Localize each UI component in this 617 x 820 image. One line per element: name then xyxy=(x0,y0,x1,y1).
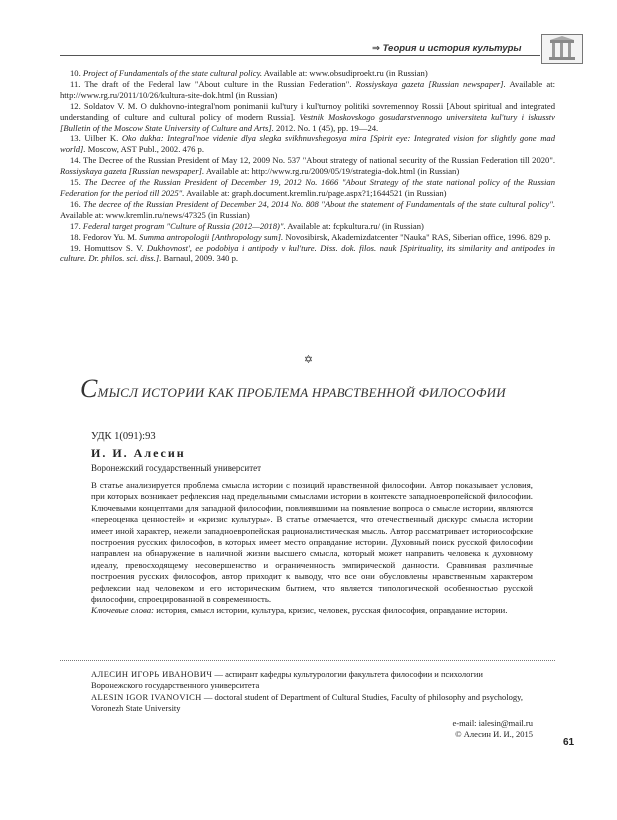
header-rule xyxy=(60,55,540,56)
author-bio-en: ALESIN IGOR IVANOVICH — doctoral student of Department of Cultural Studies, Faculty of philosophy and psychology, Voronezh State University xyxy=(91,692,523,713)
title-initial: С xyxy=(80,374,98,403)
author-contact xyxy=(452,718,533,739)
author-email: e-mail: ialesin@mail.ru xyxy=(452,718,533,728)
arrow-icon: ⇒ xyxy=(372,43,380,54)
author-bio-ru: АЛЕСИН ИГОРЬ ИВАНОВИЧ — аспирант кафедры культурологии факультета философии и психологии Воронежского государственного университета xyxy=(91,669,483,690)
page-number: 61 xyxy=(563,737,575,748)
abstract xyxy=(91,480,533,617)
reference-item: 12. Soldatov V. M. O dukhovno-integral'nom ponimanii kul'tury i kul'turnoy politiki sovremennoy Rossii [About spiritual and integrated understanding of culture and cultural policy of modern Russia]. Vestnik Moskovskogo gosudarstvennogo universiteta kul'tury i iskusstv [Bulletin of the Moscow State University of Culture and Arts]. 2012. No. 1 (45), pp. 19—24. xyxy=(60,100,556,133)
keywords xyxy=(91,605,533,616)
section-divider-star-icon: ✡ xyxy=(303,354,314,366)
reference-item: 19. Homuttsov S. V. Dukhovnost', ee podobiya i antipody v kul'ture. Diss. dok. filos. nauk [Spirituality, its similarity and antipodes in culture. Dr. philos. sci. diss.]. Barnaul, 2009. 340 p. xyxy=(60,242,555,264)
keywords-text: история, смысл истории, культура, кризис, человек, русская философия, оправдание истории. xyxy=(154,605,508,616)
reference-item: 10. Project of Fundamentals of the state cultural policy. Available at: www.obsudiproekt.ru (in Russian) xyxy=(70,68,428,78)
section-title xyxy=(372,43,522,54)
copyright: © Алесин И. И., 2015 xyxy=(455,728,533,739)
reference-list xyxy=(60,68,555,264)
author-name: И. И. Алесин xyxy=(91,446,186,460)
article-title xyxy=(80,374,506,404)
reference-item: 14. The Decree of the Russian President of May 12, 2009 No. 537 "About strategy of national security of the Russian Federation till 2020". Rossiyskaya gazeta [Russian newspaper]. Available at: http://www.rg.ru/2009/05/19/strategia-dok.html (in Russian) xyxy=(60,155,555,177)
reference-item: 15. The Decree of the Russian President of December 19, 2012 No. 1666 "About Strategy of the state national policy of the Russian Federation for the period till 2025". Available at: graph.document.kremlin.ru/page.aspx?1;1644521 (in Russian) xyxy=(60,177,555,198)
reference-item: 11. The draft of the Federal law "About culture in the Russian Federation". Rossiyskaya gazeta [Russian newspaper]. Available at: http://www.rg.ru/2011/10/26/kultura-site-dok.html (in Russian) xyxy=(60,78,555,100)
reference-item: 18. Fedorov Yu. M. Summa antropologii [Anthropology sum]. Novosibirsk, Akademizdatcenter "Nauka" RAS, Siberian office, 1996. 829 p. xyxy=(70,231,551,242)
section-label: Теория и история культуры xyxy=(382,43,522,54)
footnote-divider xyxy=(60,660,555,661)
keywords-label: Ключевые слова: xyxy=(91,605,155,616)
author-affiliation: Воронежский государственный университет xyxy=(91,463,262,473)
title-text: МЫСЛ ИСТОРИИ КАК ПРОБЛЕМА НРАВСТВЕННОЙ ФИЛОСОФИИ xyxy=(97,385,506,400)
running-header xyxy=(0,30,617,60)
reference-item: 13. Uilber K. Oko dukha: Integral'noe videnie dlya slegka svikhnuvshegosya mira [Spirit eye: Integrated vision for slightly gone mad world]. Moscow, AST Publ., 2002. 476 p. xyxy=(60,133,555,155)
journal-logo-icon xyxy=(541,34,583,64)
reference-item: 17. Federal target program "Culture of Russia (2012—2018)". Available at: fcpkultura.ru/ (in Russian) xyxy=(70,220,424,231)
abstract-text: В статье анализируется проблема смысла истории с позиций нравственной философии. Автор показывает условия, при которых возникает рефлексия над предельными смыслами истории в контексте западноевропейской философии. Ключевыми концептами для западной философии, повлиявшими на появление вопроса о смысле истории, являются «переоценка ценностей» и «кризис культуры». В статье отмечается, что отечественный дискурс смысла истории имеет иной характер, нежели западноевропейская рационалистическая мысль. Автор рассматривает историософские построения русских философов, в которых имеет место оправдание истории. Духовный поиск русской философии направлен на обнаружение в наличной жизни высшего смысла, который может направить человека к духовному идеалу, превосходящему несовершенство и ограниченность эмпирической данности. Сравнивая различные построения русских философов, автор приходит к выводу, что все они обусловлены нравственным характером рефлексии над человеком и его историческим бытием, что является типологической особенностью русской философии, спроецированной в современность. xyxy=(91,480,533,605)
udk-code: УДК 1(091):93 xyxy=(91,431,156,442)
reference-item: 16. The decree of the Russian President of December 24, 2014 No. 808 "About the statement of Fundamentals of the state cultural policy". Available at: www.kremlin.ru/news/47325 (in Russian) xyxy=(60,198,555,220)
